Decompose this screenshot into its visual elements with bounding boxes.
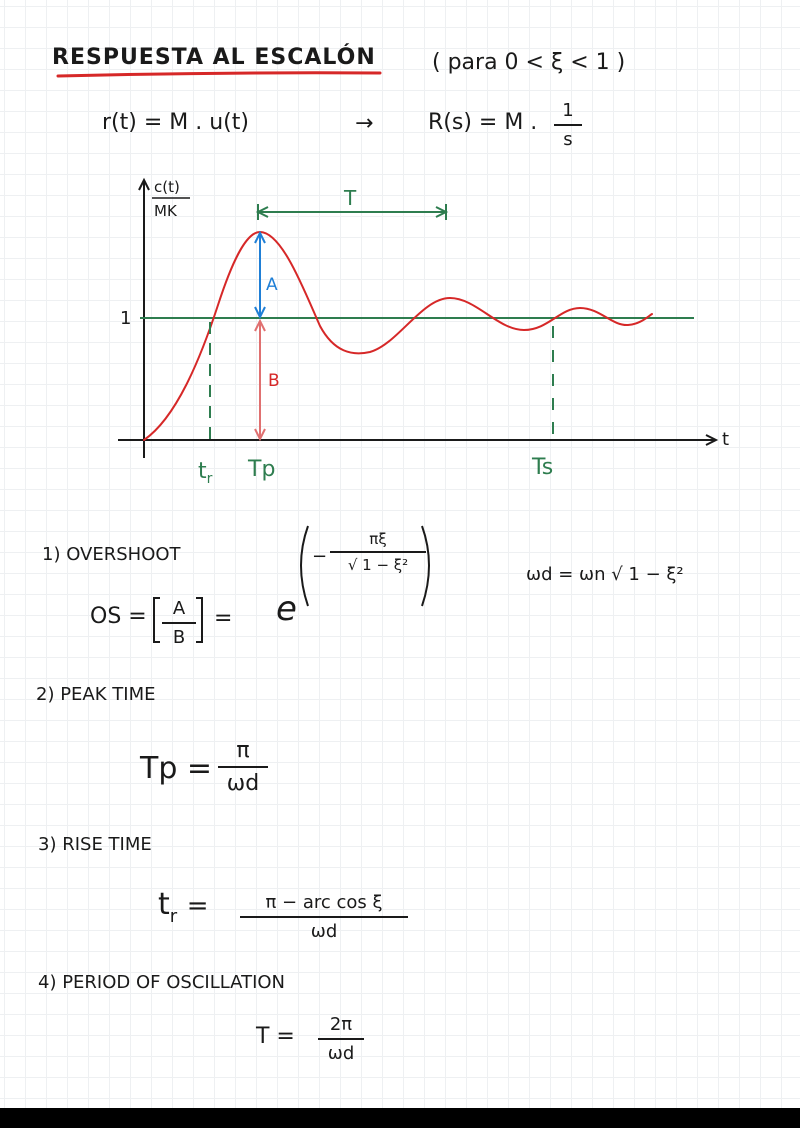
overshoot-lhs: OS = [90, 604, 147, 629]
peak-time-lhs: Tp = [140, 751, 213, 786]
overshoot-equals: = [214, 606, 233, 631]
peak-time-label: Tp [248, 457, 276, 482]
rise-time-heading: 3) RISE TIME [38, 834, 152, 855]
input-s-domain: R(s) = M . [428, 110, 538, 135]
exponent-numerator: πξ [330, 530, 426, 553]
x-axis-label: t [722, 429, 730, 450]
period-heading: 4) PERIOD OF OSCILLATION [38, 972, 286, 993]
period-denominator: ωd [327, 1043, 355, 1064]
damping-condition: ( para 0 < ξ < 1 ) [432, 50, 626, 75]
y-axis-label-numerator: c(t) [154, 178, 180, 196]
fraction-denominator: s [563, 129, 573, 150]
peak-time-fraction [218, 738, 268, 796]
rise-time-lhs [158, 887, 209, 927]
step-response-graph [0, 0, 800, 500]
period-lhs: T = [256, 1024, 295, 1049]
period-label: T [344, 186, 357, 210]
peak-time-heading: 2) PEAK TIME [36, 684, 156, 705]
implies-arrow: → [355, 111, 374, 136]
exponent-fraction [330, 530, 426, 574]
overshoot-heading: 1) OVERSHOOT [42, 544, 181, 565]
y-axis-label-denominator: MK [154, 202, 177, 220]
peak-time-numerator: π [218, 738, 268, 768]
fraction-numerator: 1 [554, 100, 582, 126]
page-title: RESPUESTA AL ESCALÓN [52, 45, 376, 70]
response-curve [144, 232, 652, 440]
exponent-sign: − [312, 546, 328, 567]
y-tick-1: 1 [120, 308, 132, 329]
period-numerator: 2π [318, 1014, 364, 1040]
damped-frequency-formula: ωd = ωn √ 1 − ξ² [526, 564, 684, 585]
rise-time-label: $t_r$ [198, 459, 213, 487]
rise-time-fraction [240, 892, 408, 942]
settling-time-label: Ts [532, 455, 554, 480]
rise-time-subscript: r [169, 906, 178, 927]
bottom-bar [0, 1108, 800, 1128]
steady-value-label-B: B [268, 371, 280, 391]
overshoot-label-A: A [266, 275, 278, 295]
ratio-denominator: B [172, 627, 186, 648]
input-time-domain: r(t) = M . u(t) [102, 110, 249, 135]
rise-time-equals: = [186, 891, 209, 921]
exponential-base: e [276, 589, 297, 629]
rise-time-denominator: ωd [310, 921, 338, 942]
rise-time-numerator: π − arc cos ξ [240, 892, 408, 918]
exponent-denominator: √ 1 − ξ² [347, 556, 409, 574]
overshoot-ratio [162, 598, 196, 648]
period-fraction [318, 1014, 364, 1064]
peak-time-denominator: ωd [226, 771, 260, 796]
rise-time-symbol: t [158, 887, 170, 922]
ratio-numerator: A [162, 598, 196, 624]
